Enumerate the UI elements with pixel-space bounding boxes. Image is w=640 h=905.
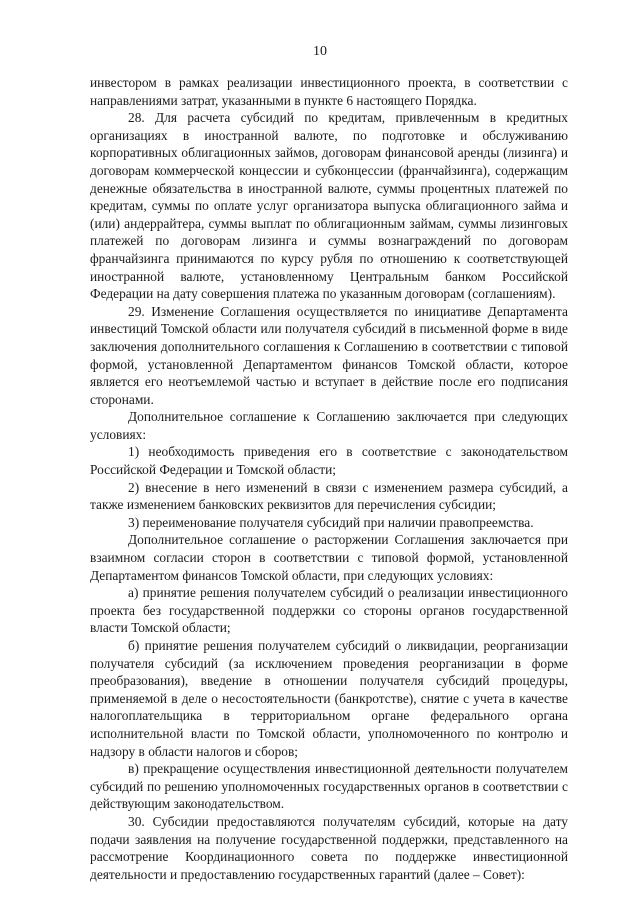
paragraph: Дополнительное соглашение к Соглашению заключается при следующих условиях:	[90, 409, 568, 442]
paragraph: а) принятие решения получателем субсидий о реализации инвестиционного проекта без государственной поддержки со стороны органов государственной власти Томской области;	[90, 585, 568, 636]
paragraph: 28. Для расчета субсидий по кредитам, привлеченным в кредитных организациях в иностранной валюте, по подготовке и обслуживанию корпоративных облигационных займов, договорам финансовой аренды (лизинга) и договорам коммерческой концессии и субконцессии (франчайзинга), содержащим денежные обязательства в иностранной валюте, суммы процентных платежей по кредитам, суммы по оплате услуг организатора выпуска облигационного займа и (или) андеррайтера, суммы выплат по облигационным займам, суммы лизинговых платежей по договорам лизинга и суммы вознаграждений по договорам франчайзинга принимаются по курсу рубля по отношению к соответствующей иностранной валюте, установленному Центральным банком Российской Федерации на дату совершения платежа по указанным договорам (соглашениям).	[90, 110, 568, 302]
paragraph: 2) внесение в него изменений в связи с изменением размера субсидий, а также изменением банковских реквизитов для перечисления субсидии;	[90, 479, 568, 513]
paragraph: в) прекращение осуществления инвестиционной деятельности получателем субсидий по решению уполномоченных государственных органов в соответствии с действующим законодательством.	[90, 761, 568, 812]
paragraph: 29. Изменение Соглашения осуществляется по инициативе Департамента инвестиций Томской области или получателя субсидий в письменной форме в виде заключения дополнительного соглашения к Соглашению в соответствии с типовой формой, установленной Департаментом финансов Томской области, которое является его неотъемлемой частью и вступает в действие после его подписания сторонами.	[90, 303, 568, 407]
paragraph: 30. Субсидии предоставляются получателям субсидий, которые на дату подачи заявления на получение государственной поддержки, представленного на рассмотрение Координационного совета по поддержке инвестиционной деятельности и предоставлению государственных гарантий (далее – Совет):	[90, 813, 568, 882]
paragraph: 3) переименование получателя субсидий при наличии правопреемства.	[128, 514, 534, 530]
paragraph: инвестором в рамках реализации инвестиционного проекта, в соответствии с направлениями затрат, указанными в пункте 6 настоящего Порядка.	[90, 75, 568, 108]
paragraph: 1) необходимость приведения его в соответствие с законодательством Российской Федерации и Томской области;	[90, 444, 568, 478]
paragraph: б) принятие решения получателем субсидий о ликвидации, реорганизации получателя субсидий (за исключением проведения реорганизации в форме преобразования), введение в отношении получателя субсидий процедуры, применяемой в деле о несостоятельности (банкротстве), снятие с учета в качестве налогоплательщика в территориальном органе федерального органа исполнительной власти по Томской области, уполномоченного по контролю и надзору в области налогов и сборов;	[90, 638, 568, 759]
document-body	[90, 74, 568, 883]
page-number: 10	[313, 44, 327, 59]
paragraph: Дополнительное соглашение о расторжении Соглашения заключается при взаимном согласии сторон в соответствии с типовой формой, установленной Департаментом финансов Томской области, при следующих условиях:	[90, 532, 568, 583]
